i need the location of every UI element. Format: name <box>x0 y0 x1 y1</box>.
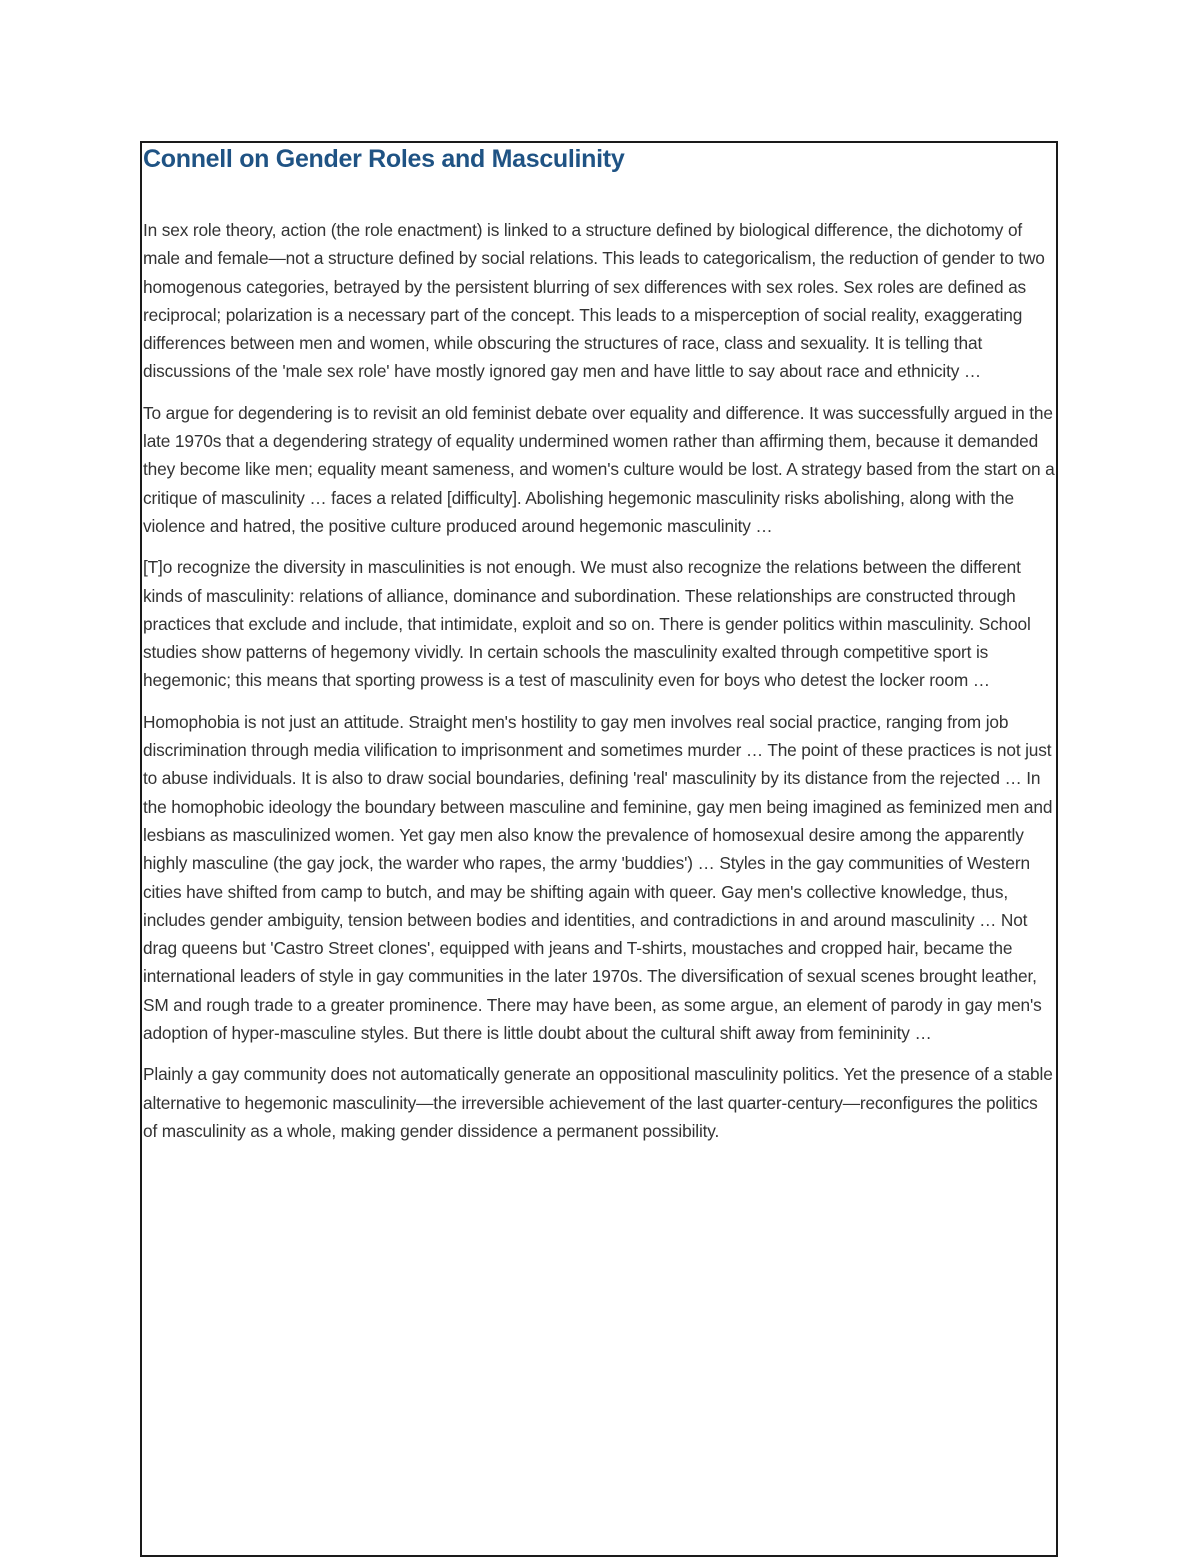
document-body <box>142 216 1056 1145</box>
paragraph-gay-community-politics: Plainly a gay community does not automatically generate an oppositional masculinity politics. Yet the presence of a stable alternative to hegemonic masculinity—the irreversible achievement of the last quarter-century—reconfigures the politics of masculinity as a whole, making gender dissidence a permanent possibility. <box>143 1064 1053 1141</box>
paragraph-degendering: To argue for degendering is to revisit an old feminist debate over equality and difference. It was successfully argued in the late 1970s that a degendering strategy of equality undermined women rather than affirming them, because it demanded they become like men; equality meant sameness, and women's culture would be lost. A strategy based from the start on a critique of masculinity … faces a related [difficulty]. Abolishing hegemonic masculinity risks abolishing, along with the violence and hatred, the positive culture produced around hegemonic masculinity … <box>143 402 1055 536</box>
paragraph-diversity-in-masculinities: [T]o recognize the diversity in masculinities is not enough. We must also recognize the relations between the different kinds of masculinity: relations of alliance, dominance and subordination. These relationships are constructed through practices that exclude and include, that intimidate, exploit and so on. There is gender politics within masculinity. School studies show patterns of hegemony vividly. In certain schools the masculinity exalted through competitive sport is hegemonic; this means that sporting prowess is a test of masculinity even for boys who detest the locker room … <box>143 557 1031 691</box>
paragraph-homophobia: Homophobia is not just an attitude. Straight men's hostility to gay men involves real social practice, ranging from job discrimination through media vilification to imprisonment and sometimes murder … The point of these practices is not just to abuse individuals. It is also to draw social boundaries, defining 'real' masculinity by its distance from the rejected … In the homophobic ideology the boundary between masculine and feminine, gay men being imagined as feminized men and lesbians as masculinized women. Yet gay men also know the prevalence of homosexual desire among the apparently highly masculine (the gay jock, the warder who rapes, the army 'buddies') … Styles in the gay communities of Western cities have shifted from camp to butch, and may be shifting again with queer. Gay men's collective knowledge, thus, includes gender ambiguity, tension between bodies and identities, and contradictions in and around masculinity … Not drag queens but 'Castro Street clones', equipped with jeans and T-shirts, moustaches and cropped hair, became the international leaders of style in gay communities in the later 1970s. The diversification of sexual scenes brought leather, SM and rough trade to a greater prominence. There may have been, as some argue, an element of parody in gay men's adoption of hyper-masculine styles. But there is little doubt about the cultural shift away from femininity … <box>143 711 1053 1044</box>
document-title: Connell on Gender Roles and Masculinity <box>143 145 625 173</box>
paragraph-sex-role-theory: In sex role theory, action (the role enactment) is linked to a structure defined by biological difference, the dichotomy of male and female—not a structure defined by social relations. This leads to categoricalism, the reduction of gender to two homogenous categories, betrayed by the persistent blurring of sex differences with sex roles. Sex roles are defined as reciprocal; polarization is a necessary part of the concept. This leads to a misperception of social reality, exaggerating differences between men and women, while obscuring the structures of race, class and sexuality. It is telling that discussions of the 'male sex role' have mostly ignored gay men and have little to say about race and ethnicity … <box>143 220 1045 382</box>
document-frame <box>140 141 1058 1557</box>
